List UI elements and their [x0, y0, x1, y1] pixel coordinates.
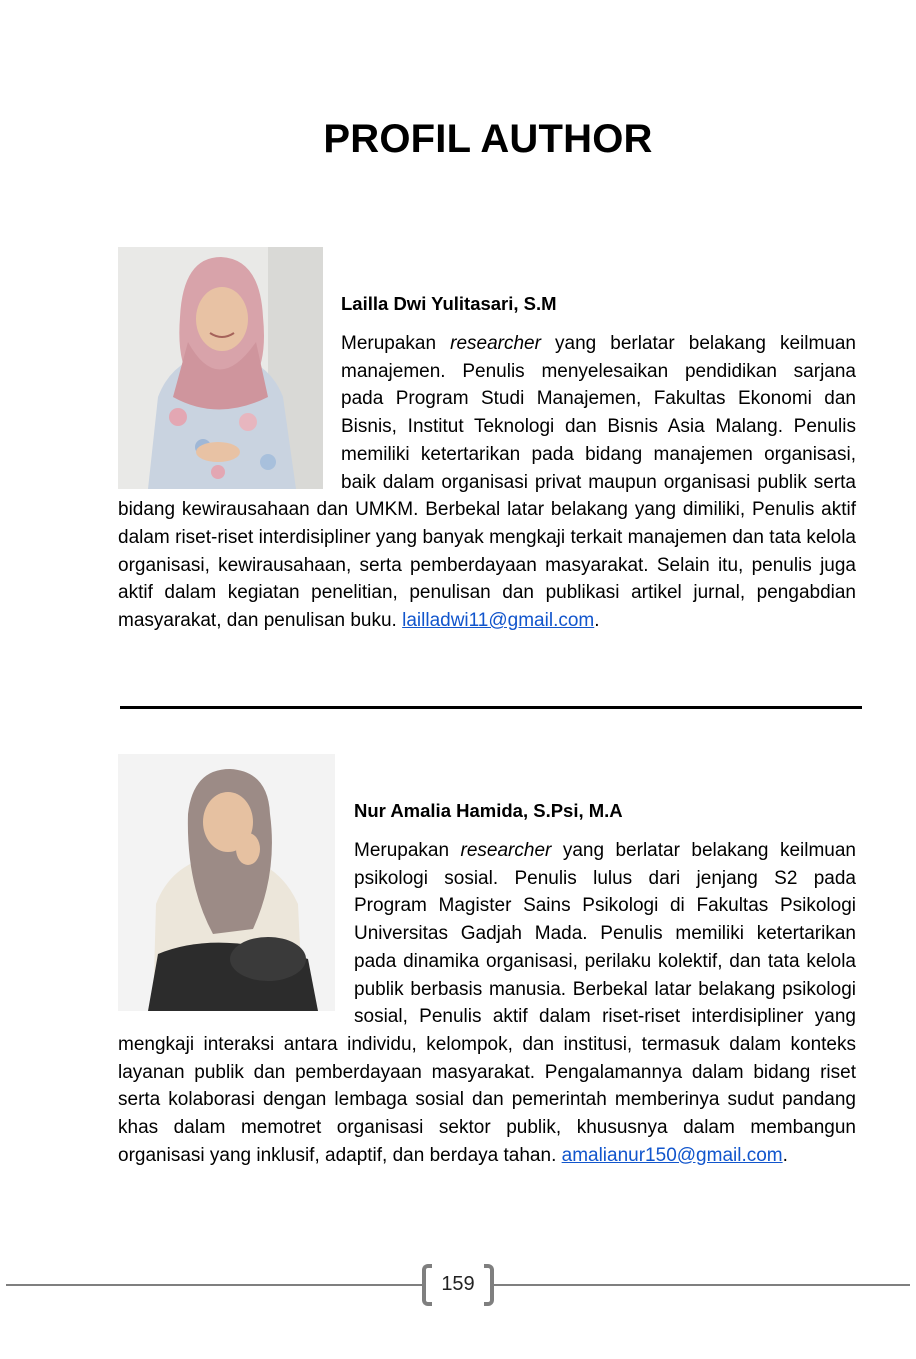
section-divider	[120, 706, 862, 709]
footer-rule-right	[494, 1284, 910, 1286]
page-title: PROFIL AUTHOR	[323, 117, 653, 161]
footer-rule-left	[6, 1284, 422, 1286]
author-name-2: Nur Amalia Hamida, S.Psi, M.A	[354, 800, 623, 821]
author-photo-1	[118, 247, 323, 489]
author-photo-2	[118, 754, 335, 1011]
author-email-link-2[interactable]: amalianur150@gmail.com	[561, 1144, 783, 1166]
author-profile-1	[118, 247, 856, 635]
page-number-bracket-right	[484, 1264, 494, 1306]
author-bio-2: Merupakan researcher yang berlatar belakang keilmuan psikologi sosial. Penulis lulus dari jenjang S2 pada Program Magister Sains Psikologi di Fakultas Psikologi Universitas Gadjah Mada. Penulis memiliki ketertarikan pada dinamika organisasi, perilaku kolektif, dan tata kelola publik berbasis manusia. Berbekal latar belakang psikologi sosial, Penulis aktif dalam riset-riset interdisipliner yang mengkaji interaksi antara individu, kelompok, dan institusi, termasuk dalam konteks layanan publik dan pemberdayaan masyarakat. Pengalamannya dalam bidang riset serta kolaborasi dengan lembaga sosial dan pemerintah memberinya sudut pandang khas dalam memotret organisasi sektor publik, khususnya dalam membangun organisasi yang inklusif, adaptif, dan berdaya tahan. amalianur150@gmail.com.	[118, 840, 856, 1166]
page-number-bracket-left	[422, 1264, 432, 1306]
page-number: 159	[441, 1273, 475, 1295]
author-bio-1: Merupakan researcher yang berlatar belakang keilmuan manajemen. Penulis menyelesaikan pendidikan sarjana pada Program Studi Manajemen, Fakultas Ekonomi dan Bisnis, Institut Teknologi dan Bisnis Asia Malang. Penulis memiliki ketertarikan pada bidang manajemen organisasi, baik dalam organisasi privat maupun organisasi publik serta bidang kewirausahaan dan UMKM. Berbekal latar belakang yang dimiliki, Penulis aktif dalam riset-riset interdisipliner yang banyak mengkaji terkait manajemen dan tata kelola organisasi, kewirausahaan, serta pemberdayaan masyarakat. Selain itu, penulis juga aktif dalam kegiatan penelitian, penulisan dan publikasi artikel jurnal, pengabdian masyarakat, dan penulisan buku. lailladwi11@gmail.com.	[118, 333, 856, 632]
author-name-1: Lailla Dwi Yulitasari, S.M	[341, 293, 557, 314]
author-profile-2	[118, 754, 856, 1169]
author-email-link-1[interactable]: lailladwi11@gmail.com	[402, 610, 595, 632]
